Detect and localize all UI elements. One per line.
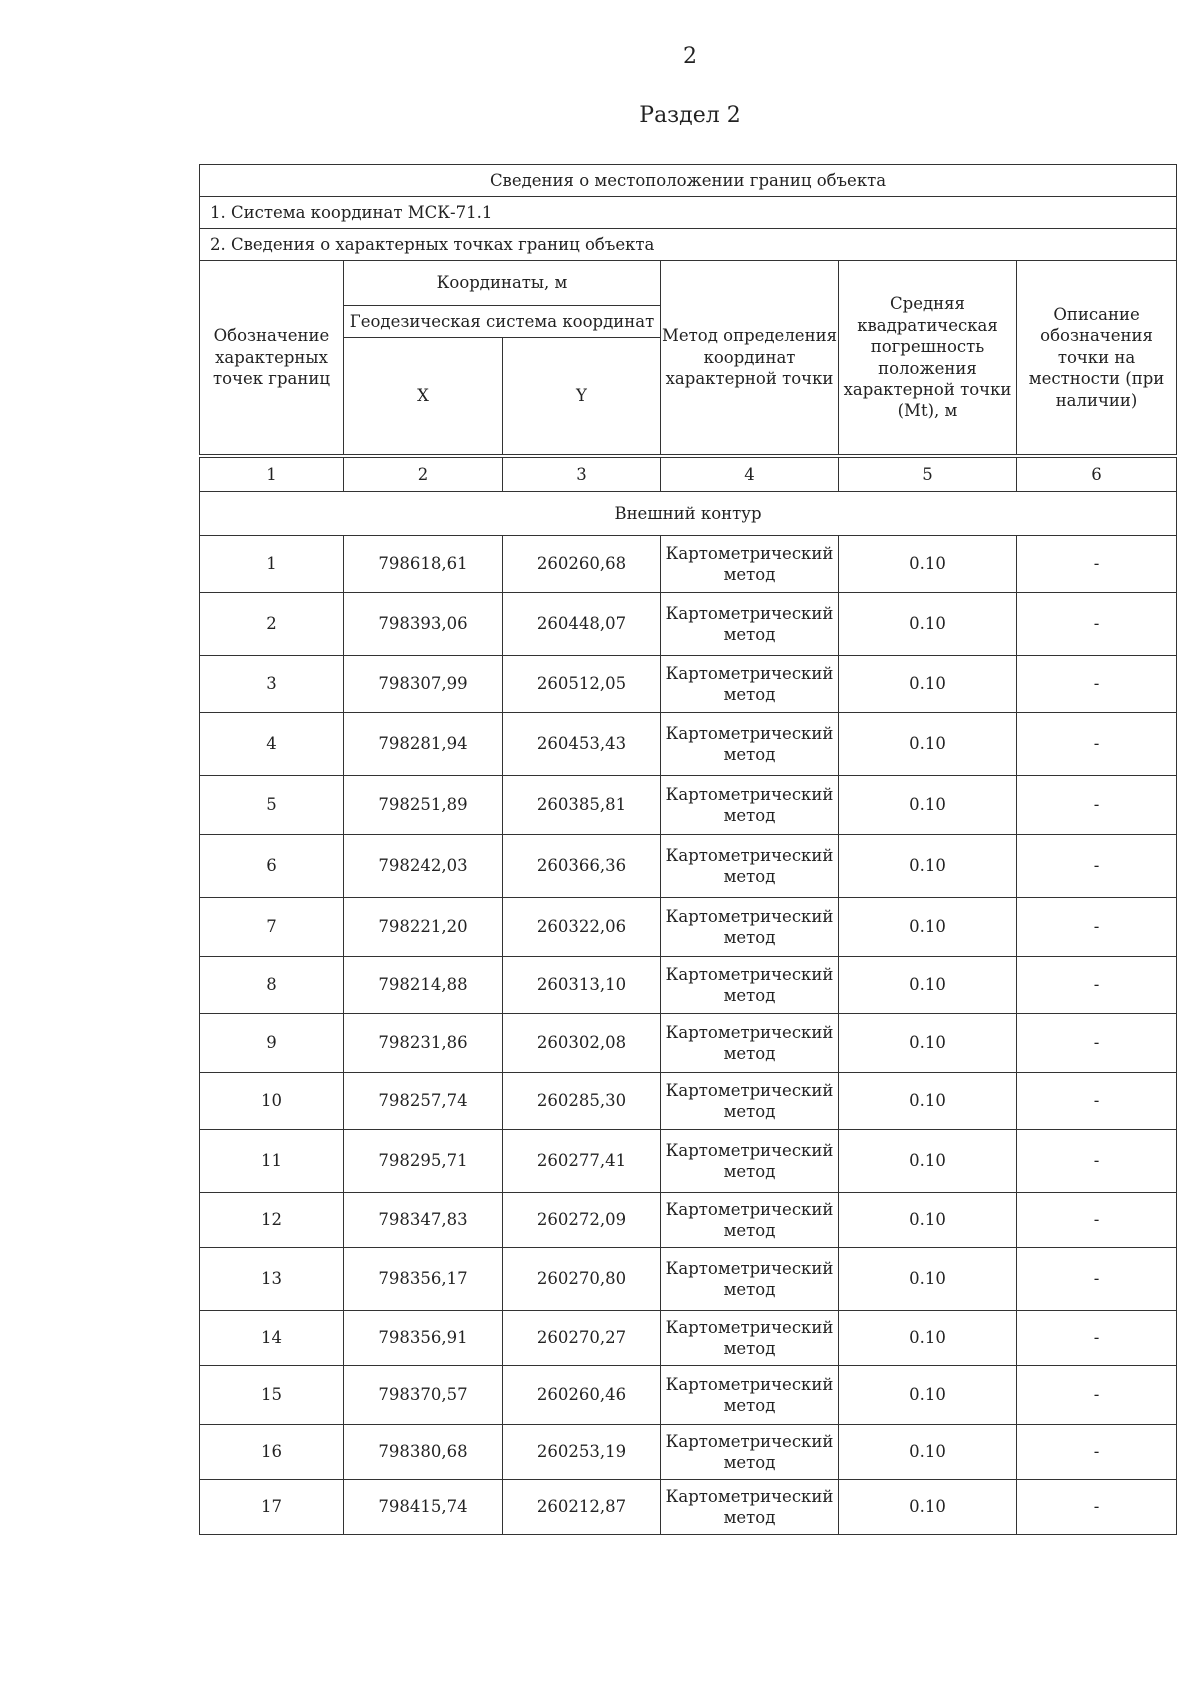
header-coordinates: Координаты, м	[344, 261, 661, 306]
header-designation: Обозначение характерных точек границ	[200, 261, 344, 455]
y-coordinate-cell: 260277,41	[503, 1130, 661, 1193]
description-cell: -	[1017, 713, 1177, 776]
method-line-1: Картометрический	[665, 723, 834, 743]
method-cell	[661, 1366, 839, 1425]
method-line-1: Картометрический	[665, 964, 834, 984]
section-title: Раздел 2	[639, 103, 741, 128]
table-row	[200, 1014, 1177, 1073]
table-row	[200, 898, 1177, 957]
x-coordinate-cell: 798257,74	[344, 1073, 503, 1130]
description-cell: -	[1017, 898, 1177, 957]
point-number-cell: 11	[200, 1130, 344, 1193]
method-line-2: метод	[723, 867, 776, 886]
method-cell	[661, 1130, 839, 1193]
method-line-2: метод	[723, 1339, 776, 1358]
error-cell: 0.10	[839, 536, 1017, 593]
method-line-2: метод	[723, 1396, 776, 1415]
method-line-1: Картометрический	[665, 845, 834, 865]
point-number-cell: 10	[200, 1073, 344, 1130]
table-row	[200, 1311, 1177, 1366]
table-row	[200, 593, 1177, 656]
coord-system-line: 1. Система координат МСК-71.1	[200, 197, 1177, 229]
error-cell: 0.10	[839, 593, 1017, 656]
x-coordinate-cell: 798370,57	[344, 1366, 503, 1425]
method-cell	[661, 1311, 839, 1366]
error-cell: 0.10	[839, 1480, 1017, 1535]
column-number: 5	[839, 458, 1017, 492]
method-cell	[661, 835, 839, 898]
error-cell: 0.10	[839, 1073, 1017, 1130]
method-line-1: Картометрический	[665, 1199, 834, 1219]
method-line-2: метод	[723, 1453, 776, 1472]
method-line-1: Картометрический	[665, 1486, 834, 1506]
point-number-cell: 16	[200, 1425, 344, 1480]
x-coordinate-cell: 798251,89	[344, 776, 503, 835]
header-y: Y	[503, 338, 661, 455]
y-coordinate-cell: 260512,05	[503, 656, 661, 713]
method-cell	[661, 656, 839, 713]
method-line-2: метод	[723, 625, 776, 644]
x-coordinate-cell: 798618,61	[344, 536, 503, 593]
header-error: Средняя квадратическая погрешность положения характерной точки (Mt), м	[839, 261, 1017, 455]
table-row	[200, 776, 1177, 835]
method-line-1: Картометрический	[665, 1022, 834, 1042]
point-number-cell: 1	[200, 536, 344, 593]
description-cell: -	[1017, 593, 1177, 656]
x-coordinate-cell: 798380,68	[344, 1425, 503, 1480]
column-number: 1	[200, 458, 344, 492]
y-coordinate-cell: 260260,68	[503, 536, 661, 593]
y-coordinate-cell: 260366,36	[503, 835, 661, 898]
method-cell	[661, 776, 839, 835]
description-cell: -	[1017, 835, 1177, 898]
method-cell	[661, 1248, 839, 1311]
y-coordinate-cell: 260453,43	[503, 713, 661, 776]
point-number-cell: 2	[200, 593, 344, 656]
method-line-2: метод	[723, 1044, 776, 1063]
page-number: 2	[683, 44, 697, 69]
points-table	[199, 457, 1177, 1535]
method-cell	[661, 1480, 839, 1535]
table-row	[200, 1130, 1177, 1193]
y-coordinate-cell: 260385,81	[503, 776, 661, 835]
x-coordinate-cell: 798221,20	[344, 898, 503, 957]
x-coordinate-cell: 798214,88	[344, 957, 503, 1014]
method-cell	[661, 1193, 839, 1248]
method-line-1: Картометрический	[665, 906, 834, 926]
y-coordinate-cell: 260270,27	[503, 1311, 661, 1366]
x-coordinate-cell: 798415,74	[344, 1480, 503, 1535]
description-cell: -	[1017, 1193, 1177, 1248]
description-cell: -	[1017, 776, 1177, 835]
error-cell: 0.10	[839, 776, 1017, 835]
error-cell: 0.10	[839, 835, 1017, 898]
column-number: 6	[1017, 458, 1177, 492]
y-coordinate-cell: 260212,87	[503, 1480, 661, 1535]
description-cell: -	[1017, 1425, 1177, 1480]
point-number-cell: 17	[200, 1480, 344, 1535]
method-cell	[661, 713, 839, 776]
method-line-1: Картометрический	[665, 543, 834, 563]
method-cell	[661, 1014, 839, 1073]
point-number-cell: 13	[200, 1248, 344, 1311]
error-cell: 0.10	[839, 1193, 1017, 1248]
x-coordinate-cell: 798393,06	[344, 593, 503, 656]
table-row	[200, 1193, 1177, 1248]
header-x: X	[344, 338, 503, 455]
point-number-cell: 14	[200, 1311, 344, 1366]
table-row	[200, 713, 1177, 776]
method-cell	[661, 1425, 839, 1480]
method-line-1: Картометрический	[665, 663, 834, 683]
point-number-cell: 5	[200, 776, 344, 835]
point-number-cell: 3	[200, 656, 344, 713]
description-cell: -	[1017, 656, 1177, 713]
method-line-2: метод	[723, 565, 776, 584]
points-heading: 2. Сведения о характерных точках границ объекта	[200, 229, 1177, 261]
method-line-2: метод	[723, 928, 776, 947]
error-cell: 0.10	[839, 898, 1017, 957]
table-row	[200, 835, 1177, 898]
method-line-1: Картометрический	[665, 603, 834, 623]
table-title: Сведения о местоположении границ объекта	[200, 165, 1177, 197]
y-coordinate-cell: 260260,46	[503, 1366, 661, 1425]
method-line-2: метод	[723, 1162, 776, 1181]
method-line-2: метод	[723, 806, 776, 825]
x-coordinate-cell: 798295,71	[344, 1130, 503, 1193]
error-cell: 0.10	[839, 1311, 1017, 1366]
column-number-row	[200, 458, 1177, 492]
error-cell: 0.10	[839, 1425, 1017, 1480]
description-cell: -	[1017, 536, 1177, 593]
y-coordinate-cell: 260322,06	[503, 898, 661, 957]
method-line-1: Картометрический	[665, 1080, 834, 1100]
method-cell	[661, 898, 839, 957]
method-line-2: метод	[723, 745, 776, 764]
table-row	[200, 656, 1177, 713]
method-line-1: Картометрический	[665, 1374, 834, 1394]
table-row	[200, 1425, 1177, 1480]
point-number-cell: 15	[200, 1366, 344, 1425]
method-cell	[661, 957, 839, 1014]
method-line-1: Картометрический	[665, 1258, 834, 1278]
contour-label: Внешний контур	[200, 492, 1177, 536]
description-cell: -	[1017, 1248, 1177, 1311]
point-number-cell: 4	[200, 713, 344, 776]
method-line-1: Картометрический	[665, 1317, 834, 1337]
error-cell: 0.10	[839, 1248, 1017, 1311]
header-geodetic: Геодезическая система координат	[344, 306, 661, 338]
method-cell	[661, 1073, 839, 1130]
header-method: Метод определения координат характерной точки	[661, 261, 839, 455]
point-number-cell: 6	[200, 835, 344, 898]
x-coordinate-cell: 798356,91	[344, 1311, 503, 1366]
x-coordinate-cell: 798307,99	[344, 656, 503, 713]
error-cell: 0.10	[839, 713, 1017, 776]
method-line-2: метод	[723, 685, 776, 704]
table-row	[200, 957, 1177, 1014]
description-cell: -	[1017, 1073, 1177, 1130]
x-coordinate-cell: 798281,94	[344, 713, 503, 776]
column-number: 4	[661, 458, 839, 492]
description-cell: -	[1017, 1130, 1177, 1193]
x-coordinate-cell: 798356,17	[344, 1248, 503, 1311]
contour-row	[200, 492, 1177, 536]
error-cell: 0.10	[839, 656, 1017, 713]
table-row	[200, 1366, 1177, 1425]
x-coordinate-cell: 798242,03	[344, 835, 503, 898]
error-cell: 0.10	[839, 1130, 1017, 1193]
y-coordinate-cell: 260313,10	[503, 957, 661, 1014]
y-coordinate-cell: 260285,30	[503, 1073, 661, 1130]
description-cell: -	[1017, 1311, 1177, 1366]
method-line-2: метод	[723, 1221, 776, 1240]
method-cell	[661, 536, 839, 593]
y-coordinate-cell: 260270,80	[503, 1248, 661, 1311]
table-row	[200, 1480, 1177, 1535]
table-row	[200, 1248, 1177, 1311]
method-cell	[661, 593, 839, 656]
description-cell: -	[1017, 1366, 1177, 1425]
point-number-cell: 8	[200, 957, 344, 1014]
y-coordinate-cell: 260253,19	[503, 1425, 661, 1480]
method-line-2: метод	[723, 1280, 776, 1299]
error-cell: 0.10	[839, 957, 1017, 1014]
description-cell: -	[1017, 1014, 1177, 1073]
method-line-1: Картометрический	[665, 1431, 834, 1451]
method-line-1: Картометрический	[665, 784, 834, 804]
error-cell: 0.10	[839, 1366, 1017, 1425]
point-number-cell: 7	[200, 898, 344, 957]
x-coordinate-cell: 798347,83	[344, 1193, 503, 1248]
y-coordinate-cell: 260448,07	[503, 593, 661, 656]
column-number: 2	[344, 458, 503, 492]
header-description: Описание обозначения точки на местности (при наличии)	[1017, 261, 1177, 455]
header-table	[199, 164, 1177, 455]
error-cell: 0.10	[839, 1014, 1017, 1073]
point-number-cell: 12	[200, 1193, 344, 1248]
method-line-2: метод	[723, 986, 776, 1005]
table-row	[200, 1073, 1177, 1130]
point-number-cell: 9	[200, 1014, 344, 1073]
table-row	[200, 536, 1177, 593]
column-number: 3	[503, 458, 661, 492]
method-line-2: метод	[723, 1508, 776, 1527]
y-coordinate-cell: 260302,08	[503, 1014, 661, 1073]
method-line-2: метод	[723, 1102, 776, 1121]
description-cell: -	[1017, 957, 1177, 1014]
x-coordinate-cell: 798231,86	[344, 1014, 503, 1073]
description-cell: -	[1017, 1480, 1177, 1535]
y-coordinate-cell: 260272,09	[503, 1193, 661, 1248]
method-line-1: Картометрический	[665, 1140, 834, 1160]
